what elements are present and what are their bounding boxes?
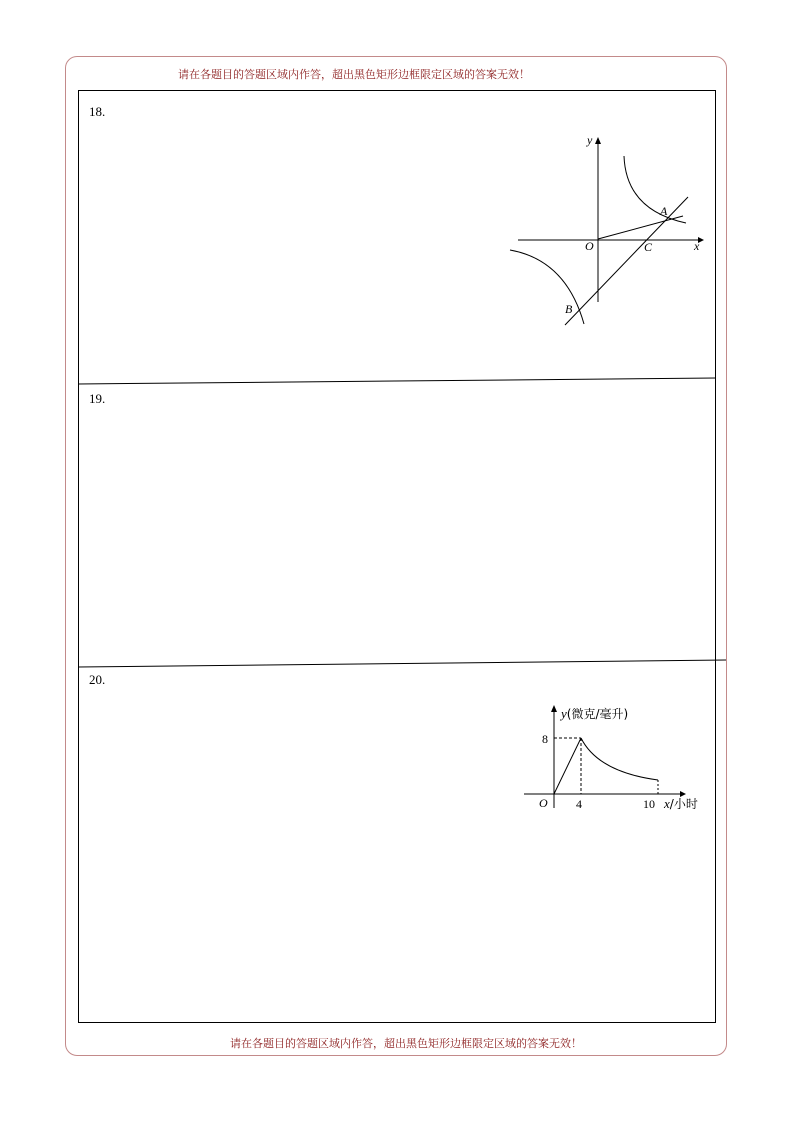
fig20-y-arrow	[551, 705, 557, 712]
fig20-x-tick-10: 10	[643, 797, 655, 811]
fig18-label-origin: O	[585, 239, 594, 253]
fig18-label-x: x	[694, 239, 700, 253]
fig18-label-c: C	[644, 240, 653, 254]
fig18-label-a: A	[660, 204, 668, 218]
fig20-y-tick-8: 8	[542, 732, 548, 746]
question-20-number: 20.	[89, 672, 106, 687]
fig20-origin: O	[539, 796, 548, 810]
figure-18	[508, 132, 708, 332]
fig20-x-axis-label: x/小时	[664, 796, 698, 811]
fig18-hyperbola-lower	[510, 250, 584, 324]
fig20-y-axis-label: y(微克/毫升)	[561, 706, 629, 721]
fig18-label-b: B	[565, 302, 573, 316]
fig18-line-bca	[565, 197, 688, 325]
divider-18-19	[78, 378, 716, 384]
fig20-y-axis-text: (微克/毫升)	[566, 707, 629, 721]
fig20-x-tick-4: 4	[576, 797, 582, 811]
fig20-decay-curve	[581, 738, 658, 780]
notice-bottom: 请在各题目的答题区域内作答，超出黑色矩形边框限定区域的答案无效！	[230, 1037, 582, 1050]
fig20-x-axis-text: /小时	[669, 797, 698, 811]
fig18-label-y: y	[587, 133, 593, 147]
question-18-number: 18.	[89, 104, 106, 119]
notice-top: 请在各题目的答题区域内作答，超出黑色矩形边框限定区域的答案无效！	[178, 68, 530, 81]
fig18-line-oa	[598, 216, 683, 239]
fig20-rise-line	[554, 738, 581, 794]
fig18-hyperbola-upper	[624, 156, 686, 223]
question-19-number: 19.	[89, 391, 106, 406]
divider-19-20	[78, 660, 726, 667]
fig18-y-arrow	[595, 137, 601, 144]
figure-20	[520, 700, 720, 820]
